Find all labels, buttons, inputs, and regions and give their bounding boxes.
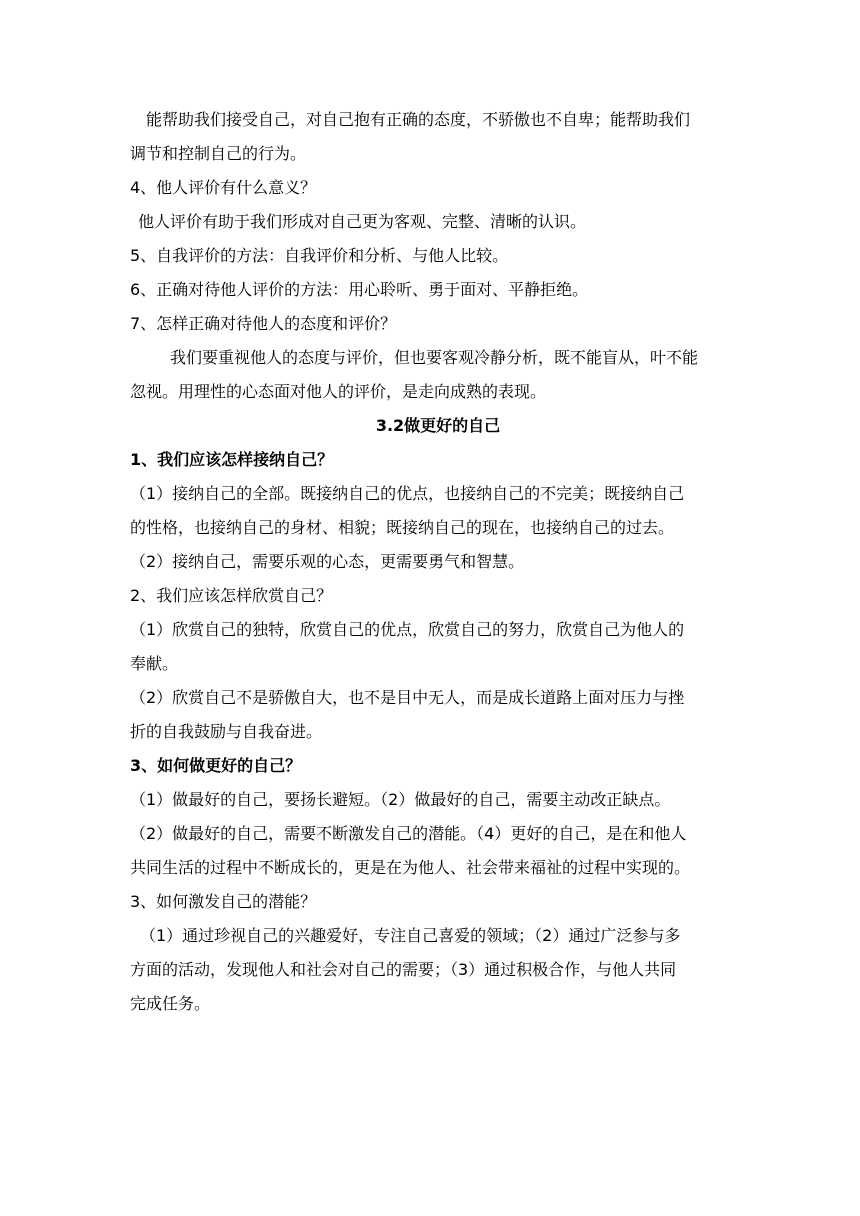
text-line: 3.2做更好的自己 (375, 416, 501, 435)
text-line: 能帮助我们接受自己，对自己抱有正确的态度，不骄傲也不自卑；能帮助我们 (146, 110, 691, 129)
text-line: （1）通过珍视自己的兴趣爱好，专注自己喜爱的领域；（2）通过广泛参与多 (140, 926, 681, 945)
document-page (130, 103, 746, 1021)
text-line: （2）欣赏自己不是骄傲自大，也不是目中无人，而是成长道路上面对压力与挫 (130, 688, 685, 707)
text-line: 3、如何做更好的自己？ (130, 756, 302, 775)
text-line: （1）接纳自己的全部。既接纳自己的优点，也接纳自己的不完美；既接纳自己 (130, 484, 685, 503)
text-line: 完成任务。 (130, 994, 211, 1013)
text-line: 6、正确对待他人评价的方法：用心聆听、勇于面对、平静拒绝。 (130, 280, 589, 299)
text-line: 4、他人评价有什么意义？ (130, 178, 317, 197)
text-line: （1）做最好的自己，要扬长避短。（2）做最好的自己，需要主动改正缺点。 (130, 790, 671, 809)
text-line: 1、我们应该怎样接纳自己？ (130, 450, 334, 469)
text-line: 7、怎样正确对待他人的态度和评价？ (130, 314, 397, 333)
text-line: 3、如何激发自己的潜能？ (130, 892, 317, 911)
text-line: （2）做最好的自己，需要不断激发自己的潜能。（4）更好的自己，是在和他人 (130, 824, 687, 843)
text-line: 方面的活动，发现他人和社会对自己的需要；（3）通过积极合作，与他人共同 (130, 960, 677, 979)
text-line: 我们要重视他人的态度与评价，但也要客观冷静分析，既不能盲从，叶不能 (170, 348, 699, 367)
text-line: 共同生活的过程中不断成长的，更是在为他人、社会带来福祉的过程中实现的。 (130, 858, 691, 877)
text-line: 2、我们应该怎样欣赏自己？ (130, 586, 333, 605)
text-line: 折的自我鼓励与自我奋进。 (130, 722, 323, 741)
text-line: 他人评价有助于我们形成对自己更为客观、完整、清晰的认识。 (138, 212, 587, 231)
text-line: 的性格，也接纳自己的身材、相貌；既接纳自己的现在，也接纳自己的过去。 (130, 518, 675, 537)
text-line: 忽视。用理性的心态面对他人的评价，是走向成熟的表现。 (130, 382, 547, 401)
text-line: （1）欣赏自己的独特，欣赏自己的优点，欣赏自己的努力，欣赏自己为他人的 (130, 620, 685, 639)
text-line: 奉献。 (130, 654, 179, 673)
text-line: （2）接纳自己，需要乐观的心态，更需要勇气和智慧。 (130, 552, 525, 571)
text-line: 调节和控制自己的行为。 (130, 144, 307, 163)
text-line: 5、自我评价的方法：自我评价和分析、与他人比较。 (130, 246, 509, 265)
